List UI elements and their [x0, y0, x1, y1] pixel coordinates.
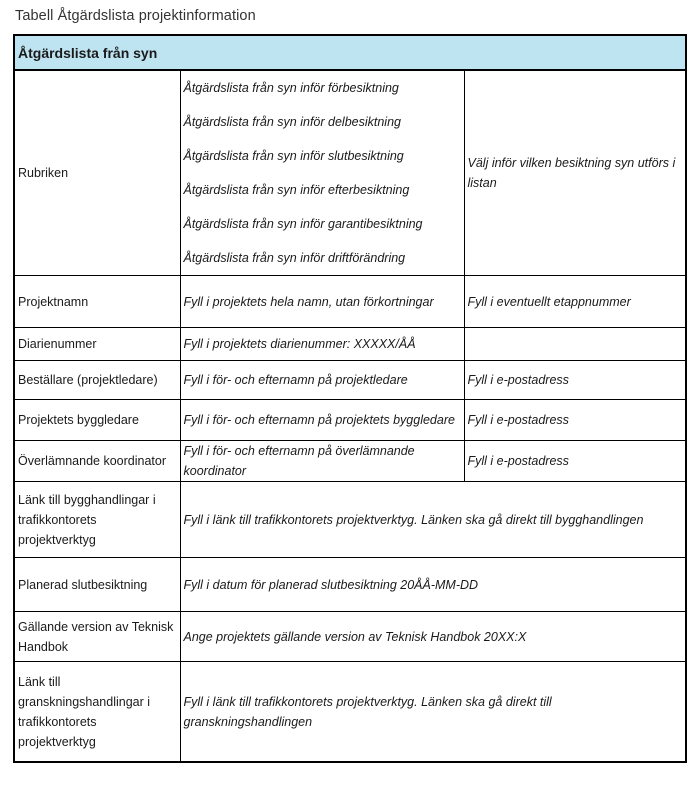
- table-row-planerad-slutbesiktning: [14, 558, 686, 612]
- project-manager-name-field[interactable]: Fyll i för- och efternamn på projektledare: [180, 361, 464, 400]
- coordinator-name-field[interactable]: Fyll i för- och efternamn på överlämnande koordinator: [180, 441, 464, 482]
- heading-option[interactable]: Åtgärdslista från syn inför efterbesiktning: [183, 183, 410, 197]
- project-info-table: [13, 34, 687, 763]
- final-inspection-date-field[interactable]: Fyll i datum för planerad slutbesiktning 20ÅÅ-MM-DD: [180, 558, 686, 612]
- stage-number-field[interactable]: Fyll i eventuellt etappnummer: [464, 276, 686, 328]
- row-label: Projektnamn: [14, 276, 180, 328]
- empty-cell: [464, 328, 686, 361]
- row-label: Diarienummer: [14, 328, 180, 361]
- row-note: Välj inför vilken besiktning syn utförs i listan: [464, 70, 686, 276]
- row-label: Rubriken: [14, 70, 180, 276]
- table-row-diarienummer: [14, 328, 686, 361]
- table-header-row: [14, 35, 686, 70]
- row-label: Projektets byggledare: [14, 400, 180, 441]
- heading-option[interactable]: Åtgärdslista från syn inför förbesiktning: [183, 81, 399, 95]
- coordinator-email-field[interactable]: Fyll i e-postadress: [464, 441, 686, 482]
- heading-options-cell[interactable]: [180, 70, 464, 276]
- table-row-bestallare: [14, 361, 686, 400]
- row-label: Överlämnande koordinator: [14, 441, 180, 482]
- heading-option[interactable]: Åtgärdslista från syn inför slutbesiktning: [183, 149, 404, 163]
- registration-number-field[interactable]: Fyll i projektets diarienummer: XXXXX/ÅÅ: [180, 328, 464, 361]
- site-manager-email-field[interactable]: Fyll i e-postadress: [464, 400, 686, 441]
- site-manager-name-field[interactable]: Fyll i för- och efternamn på projektets byggledare: [180, 400, 464, 441]
- table-row-granskningshandlingar-link: [14, 662, 686, 763]
- row-label: Länk till bygghandlingar i trafikkontorets projektverktyg: [14, 482, 180, 558]
- construction-docs-link-field[interactable]: Fyll i länk till trafikkontorets projektverktyg. Länken ska gå direkt till bygghandlingen: [180, 482, 686, 558]
- table-row-handbok-version: [14, 612, 686, 662]
- table-row-rubriken: [14, 70, 686, 276]
- row-label: Gällande version av Teknisk Handbok: [14, 612, 180, 662]
- table-row-projektnamn: [14, 276, 686, 328]
- project-name-field[interactable]: Fyll i projektets hela namn, utan förkortningar: [180, 276, 464, 328]
- table-row-bygghandlingar-link: [14, 482, 686, 558]
- table-row-byggledare: [14, 400, 686, 441]
- table-row-koordinator: [14, 441, 686, 482]
- heading-option[interactable]: Åtgärdslista från syn inför garantibesiktning: [183, 217, 423, 231]
- row-label: Beställare (projektledare): [14, 361, 180, 400]
- table-header: Åtgärdslista från syn: [14, 35, 686, 70]
- row-label: Länk till granskningshandlingar i trafikkontorets projektverktyg: [14, 662, 180, 763]
- row-label: Planerad slutbesiktning: [14, 558, 180, 612]
- review-docs-link-field[interactable]: Fyll i länk till trafikkontorets projektverktyg. Länken ska gå direkt till granskningshandlingen: [180, 662, 686, 763]
- project-manager-email-field[interactable]: Fyll i e-postadress: [464, 361, 686, 400]
- table-caption: Tabell Åtgärdslista projektinformation: [15, 8, 256, 24]
- heading-option[interactable]: Åtgärdslista från syn inför delbesiktning: [183, 115, 401, 129]
- heading-option[interactable]: Åtgärdslista från syn inför driftförändring: [183, 251, 406, 265]
- handbook-version-field[interactable]: Ange projektets gällande version av Teknisk Handbok 20XX:X: [180, 612, 686, 662]
